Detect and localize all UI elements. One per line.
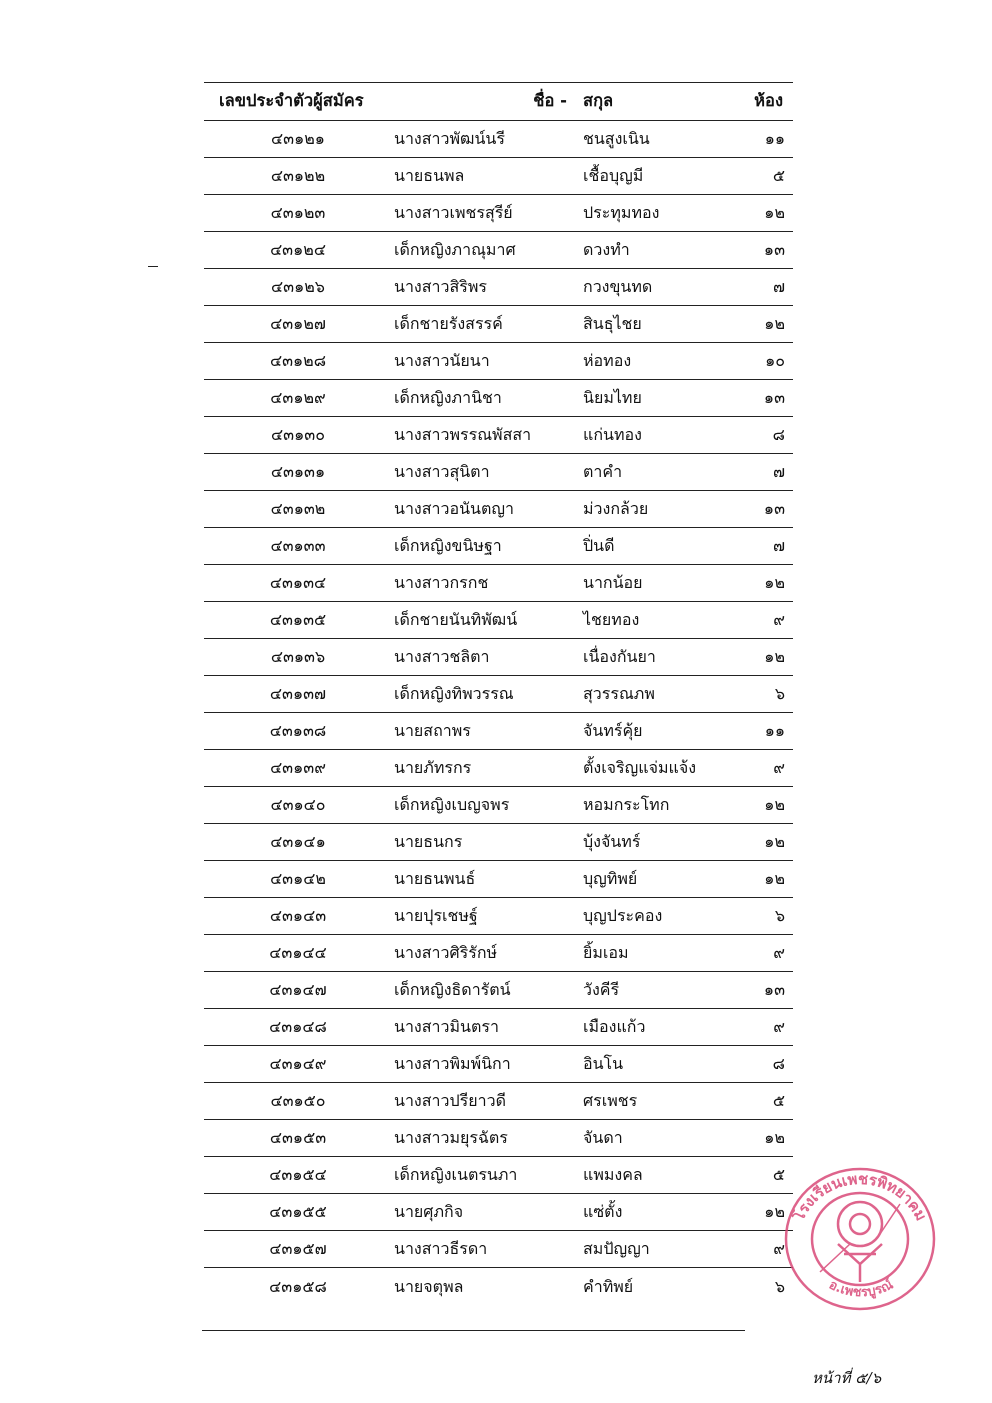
last-name: บุญทิพย์ — [583, 869, 638, 888]
applicant-id: ๔๓๑๓๖ — [270, 647, 326, 666]
last-name: เชื้อบุญมี — [583, 166, 644, 185]
table-row — [204, 935, 793, 972]
last-name: นากน้อย — [583, 573, 643, 592]
room-number: ๑๐ — [765, 351, 785, 370]
last-name: แซ่ตั้ง — [583, 1202, 623, 1221]
applicant-id: ๔๓๑๓๑ — [270, 462, 326, 481]
room-number: ๕ — [772, 1091, 785, 1110]
first-name: เด็กชายนันทิพัฒน์ — [394, 610, 518, 629]
table-row — [204, 417, 793, 454]
room-number: ๖ — [774, 1276, 785, 1296]
svg-text:โรงเรียนเพชรพิทยาคม — [788, 1170, 930, 1225]
last-name: ชนสูงเนิน — [583, 129, 650, 148]
applicant-id: ๔๓๑๔๓ — [269, 906, 327, 925]
table-row — [204, 195, 793, 232]
last-name: ห่อทอง — [583, 351, 632, 370]
room-number: ๑๒ — [764, 832, 785, 851]
table-row — [204, 565, 793, 602]
first-name: นางสาวนัยนา — [394, 351, 490, 370]
table-row — [204, 787, 793, 824]
first-name: นางสาวปรียาวดี — [394, 1091, 506, 1110]
last-name: ไชยทอง — [583, 610, 640, 629]
applicant-id: ๔๓๑๔๑ — [270, 832, 326, 851]
room-number: ๖ — [774, 906, 785, 925]
room-number: ๑๒ — [764, 314, 785, 333]
last-name: สินธุไชย — [583, 314, 642, 333]
room-number: ๘ — [772, 1054, 785, 1073]
applicant-id: ๔๓๑๓๗ — [269, 684, 327, 703]
first-name: นางสาวพรรณพัสสา — [394, 425, 532, 444]
room-number: ๑๒ — [764, 1128, 785, 1147]
applicant-id: ๔๓๑๒๘ — [269, 351, 327, 370]
room-number: ๗ — [772, 277, 785, 296]
first-name: นายจตุพล — [394, 1276, 464, 1296]
applicant-id: ๔๓๑๒๓ — [270, 203, 326, 222]
first-name: นางสาวสิริพร — [394, 277, 487, 296]
table-bottom-line — [202, 1330, 745, 1331]
first-name: นายธนพล — [394, 166, 465, 185]
room-number: ๑๒ — [764, 1202, 785, 1221]
first-name: เด็กหญิงภานิชา — [394, 388, 502, 407]
applicant-id: ๔๓๑๒๗ — [270, 314, 326, 333]
table-row — [204, 713, 793, 750]
room-number: ๖ — [774, 684, 785, 703]
first-name: เด็กหญิงเบญจพร — [394, 795, 510, 814]
table-row — [204, 306, 793, 343]
first-name: นายธนพนธ์ — [394, 869, 476, 888]
last-name: ยิ้มเอม — [583, 943, 629, 962]
last-name: แพมงคล — [583, 1165, 643, 1184]
room-number: ๗ — [772, 536, 785, 555]
applicant-id: ๔๓๑๓๓ — [270, 536, 326, 555]
applicant-id: ๔๓๑๕๕ — [269, 1202, 327, 1221]
room-number: ๑๒ — [764, 647, 785, 666]
last-name: ศรเพชร — [583, 1091, 638, 1110]
first-name: เด็กหญิงทิพวรรณ — [394, 684, 514, 703]
applicant-id: ๔๓๑๓๐ — [271, 425, 325, 444]
table-row — [204, 861, 793, 898]
room-number: ๑๑ — [764, 721, 785, 740]
room-number: ๙ — [773, 610, 785, 629]
last-name: ประทุมทอง — [583, 203, 660, 222]
table-row — [204, 1231, 793, 1268]
first-name: นางสาวมินตรา — [394, 1017, 499, 1036]
first-name: เด็กหญิงธิดารัตน์ — [394, 980, 511, 999]
first-name: เด็กหญิงขนิษฐา — [394, 536, 502, 555]
header-first: ชื่อ - — [533, 91, 567, 111]
first-name: นางสาวกรกช — [394, 573, 489, 592]
table-row — [204, 898, 793, 935]
first-name: นางสาวสุนิตา — [394, 462, 490, 481]
table-row — [204, 750, 793, 787]
last-name: นิยมไทย — [583, 388, 642, 407]
room-number: ๑๒ — [764, 203, 785, 222]
table-row — [204, 158, 793, 195]
table-header — [204, 83, 793, 121]
applicant-id: ๔๓๑๓๕ — [269, 610, 327, 629]
room-number: ๙ — [773, 943, 785, 962]
applicant-id: ๔๓๑๔๔ — [269, 943, 327, 962]
table-row — [204, 528, 793, 565]
first-name: นายธนกร — [394, 832, 463, 851]
last-name: ตั้งเจริญแจ่มแจ้ง — [583, 758, 697, 777]
last-name: แก่นทอง — [583, 425, 642, 444]
table-row — [204, 454, 793, 491]
room-number: ๙ — [773, 1017, 785, 1036]
table-body — [204, 121, 793, 1305]
first-name: เด็กหญิงเนตรนภา — [394, 1165, 518, 1184]
first-name: นางสาวเพชรสุรีย์ — [394, 203, 513, 222]
table-row — [204, 269, 793, 306]
applicant-id: ๔๓๑๔๘ — [269, 1017, 327, 1036]
room-number: ๑๓ — [763, 499, 785, 518]
last-name: สุวรรณภพ — [583, 684, 655, 703]
table-row — [204, 824, 793, 861]
first-name: นางสาวศิริรักษ์ — [394, 943, 498, 962]
applicant-table — [204, 82, 793, 1305]
applicant-id: ๔๓๑๒๑ — [271, 129, 325, 148]
room-number: ๕ — [772, 1165, 785, 1184]
header-room: ห้อง — [754, 91, 783, 111]
table-row — [204, 1120, 793, 1157]
first-name: นางสาวมยุรฉัตร — [394, 1128, 508, 1147]
applicant-id: ๔๓๑๕๐ — [270, 1091, 326, 1110]
last-name: บุ้งจันทร์ — [583, 832, 641, 851]
last-name: กวงขุนทด — [583, 277, 653, 296]
last-name: ตาคำ — [583, 462, 623, 481]
table-row — [204, 602, 793, 639]
first-name: นางสาวธีรดา — [394, 1239, 488, 1258]
applicant-id: ๔๓๑๕๓ — [269, 1128, 327, 1147]
school-seal — [780, 1164, 940, 1314]
header-last: สกุล — [583, 91, 614, 111]
header-id: เลขประจำตัวผู้สมัคร — [219, 91, 364, 111]
room-number: ๙ — [773, 1239, 785, 1258]
seal-text-bottom: อ.เพชรบูรณ์ — [826, 1277, 896, 1301]
first-name: นายสถาพร — [394, 721, 471, 740]
room-number: ๑๑ — [764, 129, 785, 148]
table-row — [204, 1268, 793, 1305]
seal-text-top: โรงเรียนเพชรพิทยาคม — [789, 1169, 931, 1224]
table-row — [204, 972, 793, 1009]
first-name: นายปุรเชษฐ์ — [394, 906, 478, 925]
room-number: ๑๒ — [764, 869, 785, 888]
room-number: ๑๒ — [764, 795, 785, 814]
table-row — [204, 1083, 793, 1120]
table-row — [204, 639, 793, 676]
last-name: ปิ่นดี — [583, 536, 615, 555]
last-name: ม่วงกล้วย — [583, 499, 649, 518]
last-name: หอมกระโทก — [583, 795, 670, 814]
table-row — [204, 232, 793, 269]
first-name: นางสาวพัฒน์นรี — [394, 129, 505, 148]
room-number: ๑๓ — [763, 980, 785, 999]
first-name: เด็กชายรังสรรค์ — [394, 314, 503, 333]
table-row — [204, 343, 793, 380]
table-row — [204, 1157, 793, 1194]
applicant-id: ๔๓๑๔๒ — [270, 869, 326, 888]
room-number: ๑๒ — [764, 573, 785, 592]
last-name: สมปัญญา — [583, 1239, 650, 1258]
margin-mark — [148, 266, 158, 267]
first-name: นางสาวชลิตา — [394, 647, 490, 666]
first-name: นายศุภกิจ — [394, 1202, 464, 1221]
applicant-id: ๔๓๑๔๗ — [269, 980, 327, 999]
applicant-id: ๔๓๑๓๒ — [270, 499, 326, 518]
applicant-id: ๔๓๑๒๔ — [270, 240, 326, 259]
applicant-id: ๔๓๑๒๙ — [270, 388, 326, 407]
table-row — [204, 1046, 793, 1083]
page-number: หน้าที่ ๕/๖ — [812, 1369, 882, 1387]
applicant-id: ๔๓๑๕๗ — [269, 1239, 327, 1258]
last-name: เนื่องกันยา — [583, 647, 656, 666]
table-row — [204, 676, 793, 713]
room-number: ๗ — [772, 462, 785, 481]
applicant-id: ๔๓๑๔๐ — [270, 795, 326, 814]
room-number: ๑๓ — [763, 240, 785, 259]
table-row — [204, 380, 793, 417]
applicant-id: ๔๓๑๓๘ — [269, 721, 327, 740]
applicant-id: ๔๓๑๔๙ — [269, 1054, 327, 1073]
last-name: ดวงทำ — [583, 240, 630, 259]
room-number: ๕ — [772, 166, 785, 185]
first-name: เด็กหญิงภาณุมาศ — [394, 240, 516, 259]
last-name: จันทร์คุ้ย — [583, 721, 643, 740]
applicant-id: ๔๓๑๕๔ — [269, 1165, 327, 1184]
last-name: เมืองแก้ว — [583, 1017, 646, 1036]
table-row — [204, 121, 793, 158]
applicant-id: ๔๓๑๕๘ — [269, 1276, 327, 1296]
applicant-id: ๔๓๑๓๙ — [270, 758, 326, 777]
first-name: นางสาวพิมพ์นิกา — [394, 1054, 511, 1073]
last-name: วังคีรี — [583, 980, 620, 999]
applicant-id: ๔๓๑๓๔ — [269, 573, 327, 592]
table-row — [204, 1194, 793, 1231]
last-name: อินโน — [583, 1054, 624, 1073]
room-number: ๙ — [773, 758, 785, 777]
applicant-id: ๔๓๑๒๒ — [270, 166, 326, 185]
room-number: ๘ — [772, 425, 785, 444]
table-row — [204, 1009, 793, 1046]
table-row — [204, 491, 793, 528]
last-name: บุญประคอง — [583, 906, 663, 925]
last-name: จันดา — [583, 1128, 623, 1147]
first-name: นางสาวอนันตญา — [394, 499, 514, 518]
first-name: นายภัทรกร — [394, 758, 472, 777]
room-number: ๑๓ — [763, 388, 785, 407]
applicant-id: ๔๓๑๒๖ — [271, 277, 325, 296]
last-name: คำทิพย์ — [583, 1276, 634, 1296]
